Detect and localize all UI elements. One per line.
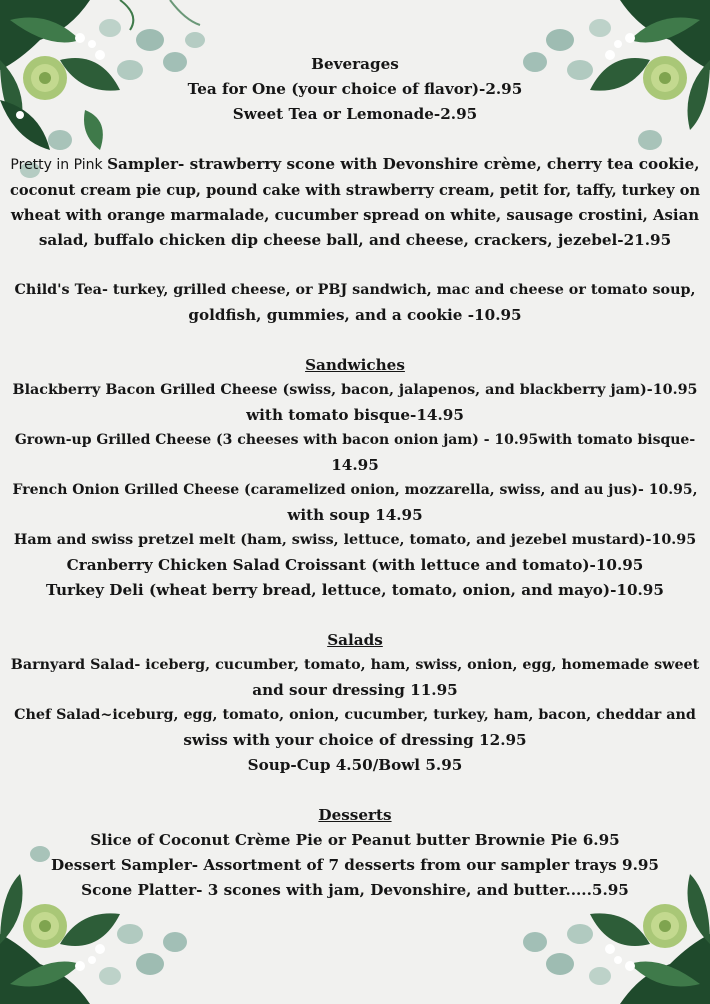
- sampler-line: salad, buffalo chicken dip cheese ball, and cheese, crackers, jezebel-21.95: [38, 231, 672, 249]
- menu-item: with tomato bisque-14.95: [246, 406, 464, 424]
- spacer: [10, 127, 700, 152]
- spacer: [10, 328, 700, 353]
- menu-text: [10, 52, 700, 903]
- menu-item: Blackberry Bacon Grilled Cheese (swiss, bacon, jalapenos, and blackberry jam)-10.95: [12, 382, 698, 398]
- spacer: [10, 253, 700, 278]
- menu-item: Slice of Coconut Crème Pie or Peanut butter Brownie Pie 6.95: [90, 831, 620, 849]
- menu-item: Ham and swiss pretzel melt (ham, swiss, lettuce, tomato, and jezebel mustard)-10.95: [13, 532, 697, 548]
- sampler-line: [10, 152, 700, 178]
- sampler-text: Sampler- strawberry scone with Devonshire crème, cherry tea cookie,: [107, 155, 700, 173]
- menu-item: Chef Salad~iceburg, egg, tomato, onion, cucumber, turkey, ham, bacon, cheddar and: [14, 707, 696, 723]
- menu-item: swiss with your choice of dressing 12.95: [183, 731, 527, 749]
- spacer: [10, 603, 700, 628]
- sampler-line: coconut cream pie cup, pound cake with strawberry cream, petit for, taffy, turkey on: [10, 182, 701, 199]
- sampler-line: wheat with orange marmalade, cucumber spread on white, sausage crostini, Asian: [10, 206, 700, 224]
- menu-item: Sweet Tea or Lemonade-2.95: [232, 105, 478, 123]
- section-heading-desserts: Desserts: [318, 806, 392, 824]
- menu-item: Dessert Sampler- Assortment of 7 desserts from our sampler trays 9.95: [50, 856, 660, 874]
- menu-item: French Onion Grilled Cheese (caramelized onion, mozzarella, swiss, and au jus)- 10.95,: [12, 482, 698, 498]
- menu-item: Grown-up Grilled Cheese (3 cheeses with bacon onion jam) - 10.95with tomato bisque-: [14, 432, 696, 448]
- menu-item: and sour dressing 11.95: [252, 681, 458, 699]
- childs-tea-line: Child's Tea- turkey, grilled cheese, or PBJ sandwich, mac and cheese or tomato soup,: [14, 282, 696, 298]
- menu-item: 14.95: [331, 456, 379, 474]
- menu-item: Tea for One (your choice of flavor)-2.95: [187, 80, 523, 98]
- menu-item: Scone Platter- 3 scones with jam, Devonshire, and butter.....5.95: [81, 881, 629, 899]
- childs-tea-line: goldfish, gummies, and a cookie -10.95: [188, 306, 522, 324]
- menu-item: Turkey Deli (wheat berry bread, lettuce, tomato, onion, and mayo)-10.95: [46, 581, 664, 599]
- sampler-prefix: Pretty in Pink: [10, 157, 108, 173]
- menu-item: Barnyard Salad- iceberg, cucumber, tomato, ham, swiss, onion, egg, homemade sweet: [10, 657, 700, 673]
- section-heading-sandwiches: Sandwiches: [305, 356, 405, 374]
- menu-item: Soup-Cup 4.50/Bowl 5.95: [247, 756, 463, 774]
- section-heading-beverages: Beverages: [311, 55, 399, 73]
- menu-item: with soup 14.95: [287, 506, 423, 524]
- spacer: [10, 778, 700, 803]
- section-heading-salads: Salads: [327, 631, 383, 649]
- menu-item: Cranberry Chicken Salad Croissant (with lettuce and tomato)-10.95: [66, 556, 644, 574]
